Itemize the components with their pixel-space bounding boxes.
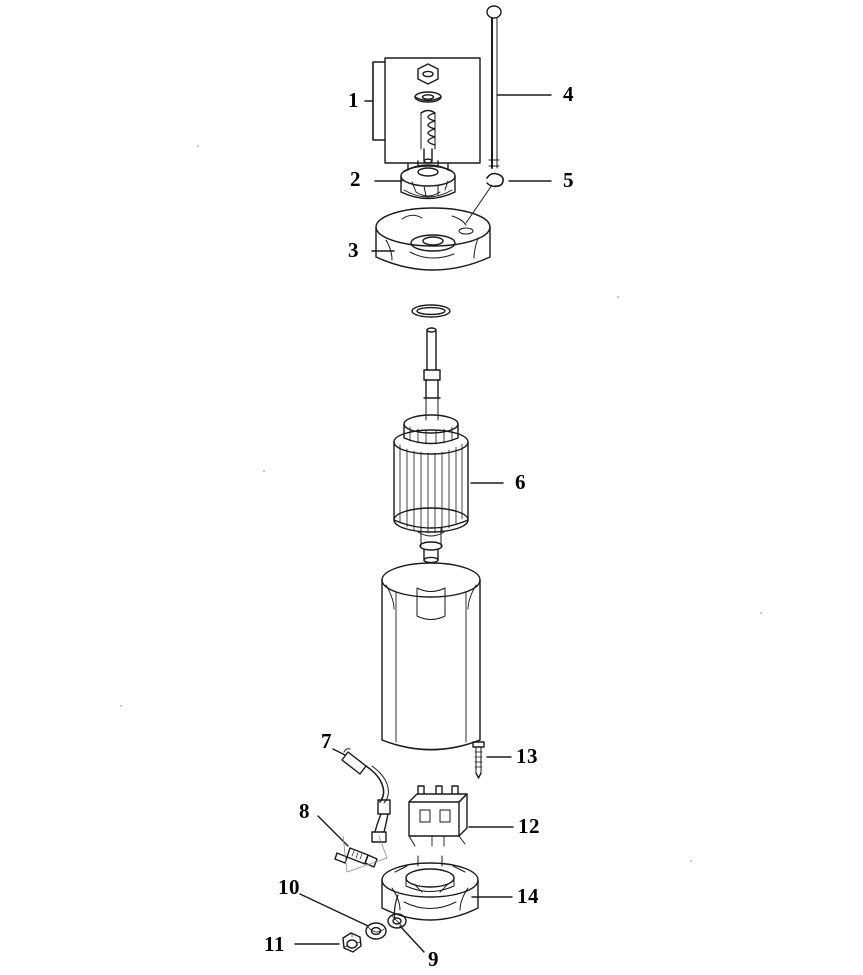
callout-7: 7 [321, 729, 332, 753]
callout-3: 3 [348, 238, 359, 262]
callout-2: 2 [350, 167, 361, 191]
callout-11: 11 [264, 932, 285, 956]
callout-13: 13 [516, 744, 538, 768]
scan-speck [617, 296, 619, 298]
callout-4: 4 [563, 82, 574, 106]
callout-9: 9 [428, 947, 439, 971]
scan-speck [120, 705, 122, 707]
scan-speck [197, 145, 199, 147]
callout-6: 6 [515, 470, 526, 494]
scan-speck [263, 470, 265, 472]
callout-14: 14 [517, 884, 539, 908]
callout-1: 1 [348, 88, 359, 112]
callout-10: 10 [278, 875, 300, 899]
callout-12: 12 [518, 814, 540, 838]
scan-speck [760, 612, 762, 614]
callout-5: 5 [563, 168, 574, 192]
scan-speck [690, 860, 692, 862]
callout-8: 8 [299, 799, 310, 823]
